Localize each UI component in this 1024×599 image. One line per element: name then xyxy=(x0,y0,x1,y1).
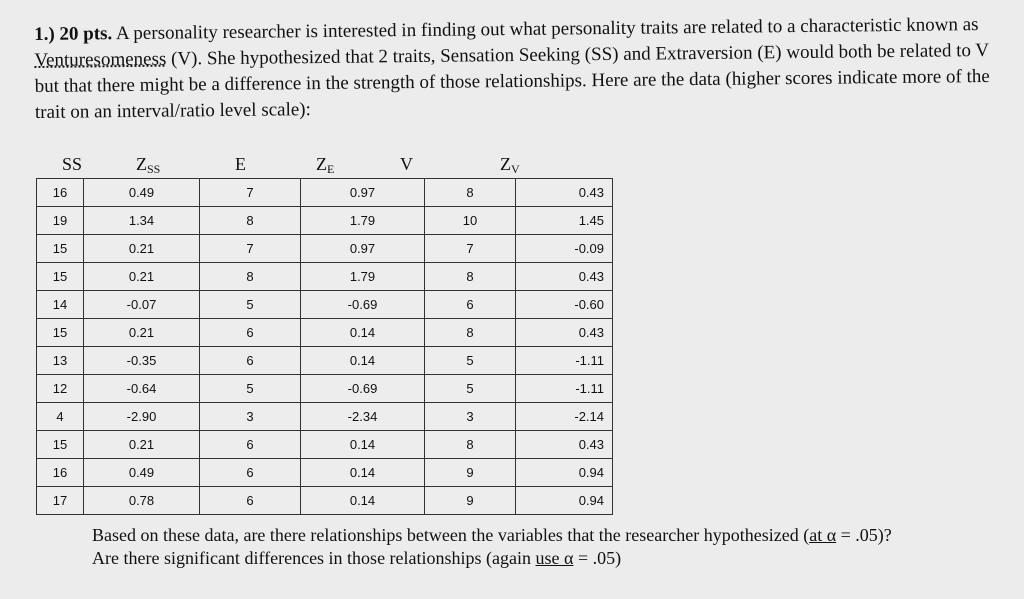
table-cell: -2.90 xyxy=(84,403,200,431)
table-cell: 0.43 xyxy=(516,263,613,291)
data-grid xyxy=(36,178,613,515)
question-body-2: (V). She hypothesized that 2 traits, Sensation Seeking (SS) and Extraversion (E) would both be related to V but that there might be a difference in the strength of those relationships. Here are the data (higher scores indicate more of the trait on an interval/ratio level scale): xyxy=(34,40,990,123)
table-cell: 0.14 xyxy=(301,459,425,487)
table-cell: 0.97 xyxy=(301,235,425,263)
table-row xyxy=(37,207,613,235)
question-number: 1.) xyxy=(34,23,55,45)
table-cell: 0.21 xyxy=(84,431,200,459)
followup-line-2: Are there significant differences in those relationships (again use α = .05) xyxy=(92,548,622,568)
table-cell: 5 xyxy=(200,291,301,319)
table-cell: -0.35 xyxy=(84,347,200,375)
table-cell: -0.69 xyxy=(301,291,425,319)
table-cell: 1.79 xyxy=(301,207,425,235)
table-cell: 0.14 xyxy=(301,431,425,459)
table-cell: 8 xyxy=(200,263,301,291)
table-cell: -0.60 xyxy=(516,291,613,319)
trait-name: Venturesomeness xyxy=(34,48,167,71)
table-cell: 15 xyxy=(37,319,84,347)
table-cell: -2.14 xyxy=(516,403,613,431)
table-cell: 17 xyxy=(37,487,84,515)
table-cell: 15 xyxy=(37,431,84,459)
table-cell: 0.14 xyxy=(301,319,425,347)
table-cell: 1.45 xyxy=(516,207,613,235)
question-body-1: A personality researcher is interested in finding out what personality traits are related to a characteristic known as xyxy=(115,14,979,45)
table-cell: 7 xyxy=(200,235,301,263)
table-row xyxy=(37,347,613,375)
header-zss: $Z_{SS}$ xyxy=(136,154,161,176)
table-cell: 6 xyxy=(425,291,516,319)
header-v: V xyxy=(400,154,413,174)
table-cell: -2.34 xyxy=(301,403,425,431)
table-cell: 0.49 xyxy=(84,459,200,487)
table-cell: 6 xyxy=(200,319,301,347)
table-cell: 1.79 xyxy=(301,263,425,291)
table-cell: 5 xyxy=(200,375,301,403)
table-cell: 6 xyxy=(200,459,301,487)
table-cell: 14 xyxy=(37,291,84,319)
table-cell: 7 xyxy=(200,179,301,207)
header-zv: $Z_V$ xyxy=(500,154,520,176)
table-cell: 5 xyxy=(425,347,516,375)
table-cell: 0.49 xyxy=(84,179,200,207)
table-cell: 8 xyxy=(425,319,516,347)
table-cell: 9 xyxy=(425,487,516,515)
header-e: E xyxy=(235,154,246,174)
table-cell: -0.69 xyxy=(301,375,425,403)
table-cell: 1.34 xyxy=(84,207,200,235)
table-cell: 8 xyxy=(425,263,516,291)
table-row xyxy=(37,431,613,459)
table-cell: -0.07 xyxy=(84,291,200,319)
table-cell: 19 xyxy=(37,207,84,235)
table-cell: 6 xyxy=(200,347,301,375)
table-cell: 0.21 xyxy=(84,235,200,263)
table-cell: 0.78 xyxy=(84,487,200,515)
data-table xyxy=(40,148,613,515)
table-row xyxy=(37,403,613,431)
table-row xyxy=(37,263,613,291)
table-row xyxy=(37,375,613,403)
table-row xyxy=(37,319,613,347)
table-cell: 6 xyxy=(200,487,301,515)
table-row xyxy=(37,179,613,207)
table-cell: 5 xyxy=(425,375,516,403)
table-cell: 0.43 xyxy=(516,179,613,207)
table-cell: 0.43 xyxy=(516,319,613,347)
table-cell: 13 xyxy=(37,347,84,375)
table-cell: 0.97 xyxy=(301,179,425,207)
table-cell: 12 xyxy=(37,375,84,403)
table-cell: 6 xyxy=(200,431,301,459)
table-row xyxy=(37,487,613,515)
table-cell: -0.64 xyxy=(84,375,200,403)
table-row xyxy=(37,235,613,263)
table-cell: 0.21 xyxy=(84,263,200,291)
table-cell: 0.94 xyxy=(516,459,613,487)
table-row xyxy=(37,291,613,319)
table-cell: 15 xyxy=(37,263,84,291)
question-text xyxy=(34,12,1015,126)
table-cell: -1.11 xyxy=(516,375,613,403)
table-cell: 15 xyxy=(37,235,84,263)
followup-line-1: Based on these data, are there relationships between the variables that the researcher hypothesized (at α = .05)? xyxy=(92,525,892,545)
table-cell: 16 xyxy=(37,179,84,207)
table-cell: 8 xyxy=(425,179,516,207)
table-cell: -1.11 xyxy=(516,347,613,375)
table-cell: 10 xyxy=(425,207,516,235)
table-cell: 0.14 xyxy=(301,347,425,375)
table-cell: 16 xyxy=(37,459,84,487)
table-row xyxy=(37,459,613,487)
table-cell: 0.43 xyxy=(516,431,613,459)
table-cell: 0.14 xyxy=(301,487,425,515)
table-cell: 0.94 xyxy=(516,487,613,515)
table-header xyxy=(40,148,613,178)
table-cell: -0.09 xyxy=(516,235,613,263)
table-cell: 8 xyxy=(200,207,301,235)
table-cell: 3 xyxy=(200,403,301,431)
header-ss: SS xyxy=(62,154,83,174)
table-cell: 7 xyxy=(425,235,516,263)
header-ze: $Z_E$ xyxy=(316,154,335,176)
table-cell: 3 xyxy=(425,403,516,431)
table-cell: 0.21 xyxy=(84,319,200,347)
question-points: 20 pts. xyxy=(59,23,113,45)
table-cell: 4 xyxy=(37,403,84,431)
followup-questions xyxy=(92,524,1012,570)
table-cell: 8 xyxy=(425,431,516,459)
table-cell: 9 xyxy=(425,459,516,487)
